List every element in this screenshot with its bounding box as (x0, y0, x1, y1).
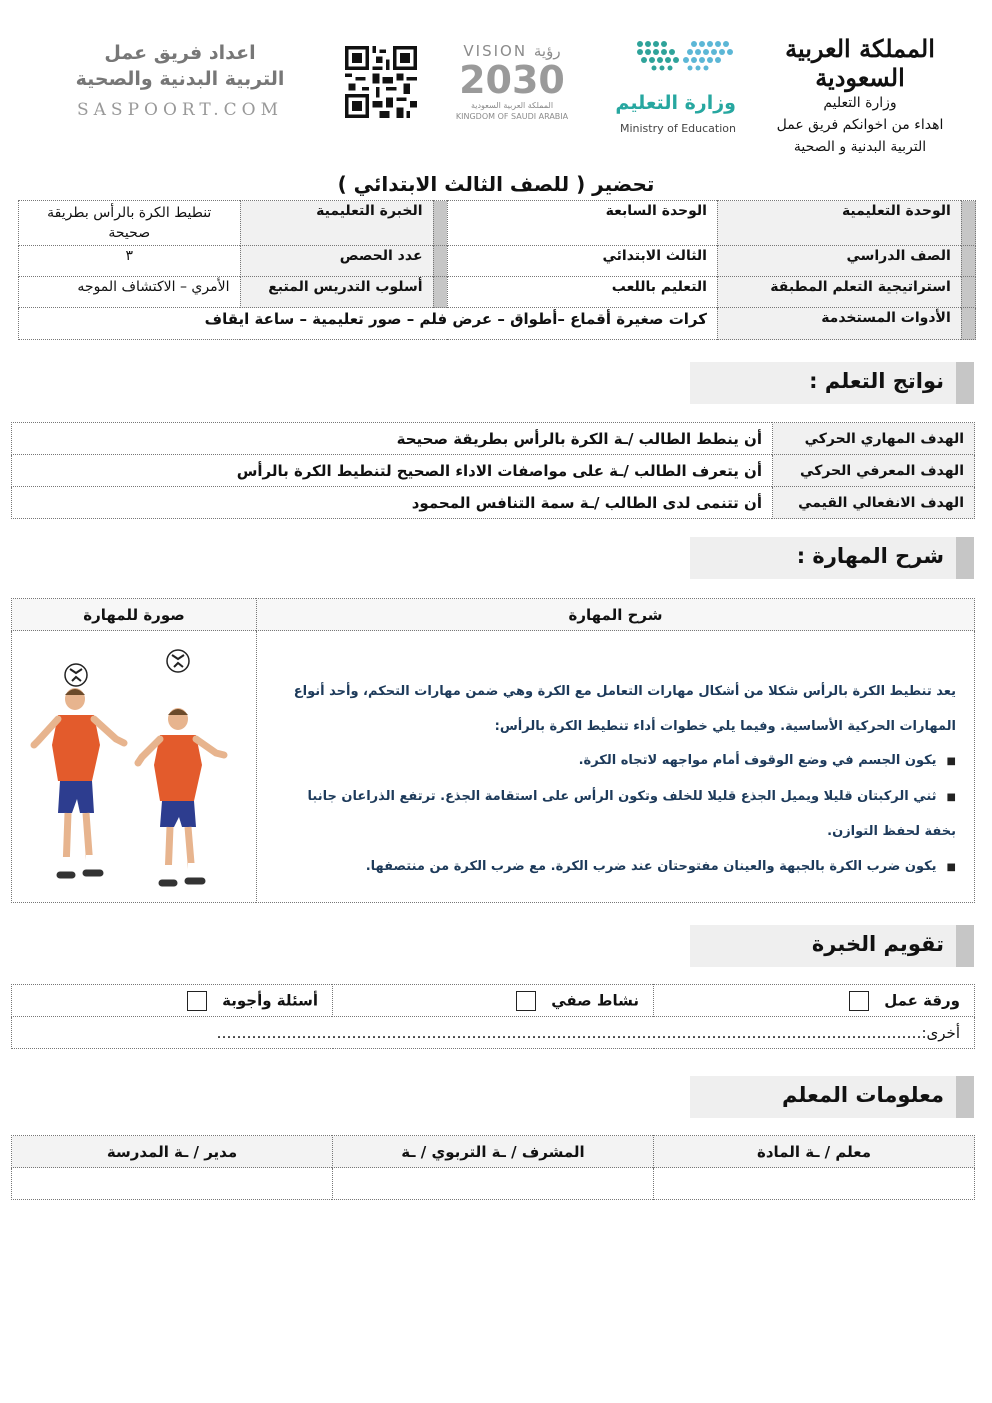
method-value: الأمري – الاكتشاف الموجه (19, 277, 241, 308)
motor-goal-label: الهدف المهاري الحركي (773, 423, 975, 455)
eval-other-field[interactable]: أخرى:…………………………………………………………………………………………………………………………… (12, 1017, 975, 1049)
outcomes-heading: نواتج التعلم : (690, 362, 974, 404)
qr-code-icon (345, 46, 417, 118)
player-two (138, 650, 224, 883)
eval-option-class-activity[interactable] (333, 985, 654, 1017)
ksa-title: المملكة العربية السعودية (785, 34, 935, 92)
brand-site: SASPOORT.COM (77, 100, 283, 120)
subject-teacher-header: معلم / ـة المادة (654, 1136, 975, 1168)
heading-ball-illustration (12, 631, 256, 901)
ministry-name: وزارة التعليم (823, 95, 897, 111)
skill-table (11, 598, 975, 903)
skill-text-cell (257, 631, 975, 903)
skill-intro: يعد تنطيط الكرة بالرأس شكلا من أشكال مهارات التعامل مع الكرة وهي ضمن مهارات التحكم، وأحد أنواع المهارات الحركية الأساسية. وفيما يلي خطوات أداء تنطيط الكرة بالرأس: (293, 684, 956, 734)
motor-goal-value: أن ينطط الطالب /ـة الكرة بالرأس بطريقة صحيحة (12, 423, 773, 455)
page-header (60, 30, 960, 155)
affective-goal-label: الهدف الانفعالي القيمي (773, 487, 975, 519)
strategy-value: التعليم باللعب (447, 277, 717, 308)
periods-value: ٣ (19, 246, 241, 277)
vision-2030-logo (452, 42, 572, 132)
tools-label: الأدوات المستخدمة (717, 308, 961, 340)
skill-step: ■ ثني الركبتان قليلا ويميل الجذع قليلا للخلف وتكون الرأس على استقامة الجذع. ترتفع الذراعان جانبا بخفة لحفظ التوازن. (275, 780, 956, 850)
skill-step: ■ يكون الجسم في وضع الوقوف أمام مواجهه لاتجاه الكرة. (275, 744, 956, 780)
unit-label: الوحدة التعليمية (717, 201, 961, 246)
row-bar (961, 246, 975, 277)
teacher-table (11, 1135, 975, 1200)
teacher-heading: معلومات المعلم (690, 1076, 974, 1118)
subject-teacher-cell[interactable] (654, 1168, 975, 1200)
moe-english-name: Ministry of Education (619, 122, 736, 135)
experience-value: تنطيط الكرة بالرأس بطريقة صحيحة (19, 201, 241, 246)
method-label: أسلوب التدريس المتبع (240, 277, 433, 308)
class-activity-checkbox[interactable] (516, 991, 536, 1011)
class-activity-label: نشاط صفي (551, 991, 639, 1009)
skill-text-header: شرح المهارة (257, 599, 975, 631)
worksheet-label: ورقة عمل (884, 991, 960, 1009)
row-bar (433, 246, 447, 277)
skill-heading: شرح المهارة : (690, 537, 974, 579)
lesson-info-table (18, 200, 976, 340)
supervisor-cell[interactable] (333, 1168, 654, 1200)
cognitive-goal-label: الهدف المعرفي الحركي (773, 455, 975, 487)
brand-block (60, 40, 300, 120)
page-title: تحضير ( للصف الثالث الابتدائي ) (337, 172, 655, 196)
vision-year: 2030 (459, 58, 565, 102)
tools-value: كرات صغيرة أقماع –أطواق – عرض فلم – صور تعليمية – ساعة ايقاف (19, 308, 718, 340)
periods-label: عدد الحصص (240, 246, 433, 277)
experience-label: الخبرة التعليمية (240, 201, 433, 246)
evaluation-heading: تقويم الخبرة (690, 925, 974, 967)
brand-line-1: اعداد فريق عمل (104, 42, 256, 64)
moe-dots-icon (634, 38, 734, 82)
player-one (34, 664, 124, 875)
brand-line-2: التربية البدنية والصحية (75, 68, 285, 90)
moe-arabic-name: وزارة التعليم (615, 92, 736, 114)
cognitive-goal-value: أن يتعرف الطالب /ـة على مواصفات الاداء الصحيح لتنطيط الكرة بالرأس (12, 455, 773, 487)
credit-line-2: التربية البدنية و الصحية (793, 139, 927, 155)
skill-steps (275, 744, 956, 885)
player-figures-icon (12, 631, 256, 901)
row-bar (433, 201, 447, 246)
strategy-label: استراتيجية التعلم المطبقة (717, 277, 961, 308)
affective-goal-value: أن تتنمى لدى الطالب /ـة سمة التنافس المحمود (12, 487, 773, 519)
ksa-ministry-block (760, 34, 960, 158)
moe-logo (590, 38, 740, 138)
vision-sub-en: KINGDOM OF SAUDI ARABIA (455, 112, 569, 121)
row-bar (961, 201, 975, 246)
grade-value: الثالث الابتدائي (447, 246, 717, 277)
skill-image-cell (12, 631, 257, 903)
eval-option-worksheet[interactable] (654, 985, 975, 1017)
skill-step: ■ يكون ضرب الكرة بالجبهة والعينان مفتوحتان عند ضرب الكرة. مع ضرب الكرة من منتصفها. (275, 850, 956, 886)
unit-value: الوحدة السابعة (447, 201, 717, 246)
credit-line-1: اهداء من اخوانكم فريق عمل (776, 117, 944, 133)
evaluation-table (11, 984, 975, 1049)
qa-label: أسئلة وأجوبة (222, 991, 318, 1009)
row-bar (961, 308, 975, 340)
skill-image-header: صورة للمهارة (12, 599, 257, 631)
eval-option-qa[interactable] (12, 985, 333, 1017)
worksheet-checkbox[interactable] (849, 991, 869, 1011)
grade-label: الصف الدراسي (717, 246, 961, 277)
principal-header: مدير / ـة المدرسة (12, 1136, 333, 1168)
skill-explanation (257, 631, 974, 885)
principal-cell[interactable] (12, 1168, 333, 1200)
outcomes-table (11, 422, 975, 519)
supervisor-header: المشرف / ـة التربوي / ـة (333, 1136, 654, 1168)
vision-sub-ar: المملكة العربية السعودية (470, 101, 554, 110)
vision-label: VISION رؤية (463, 42, 561, 60)
qa-checkbox[interactable] (187, 991, 207, 1011)
row-bar (433, 277, 447, 308)
row-bar (961, 277, 975, 308)
